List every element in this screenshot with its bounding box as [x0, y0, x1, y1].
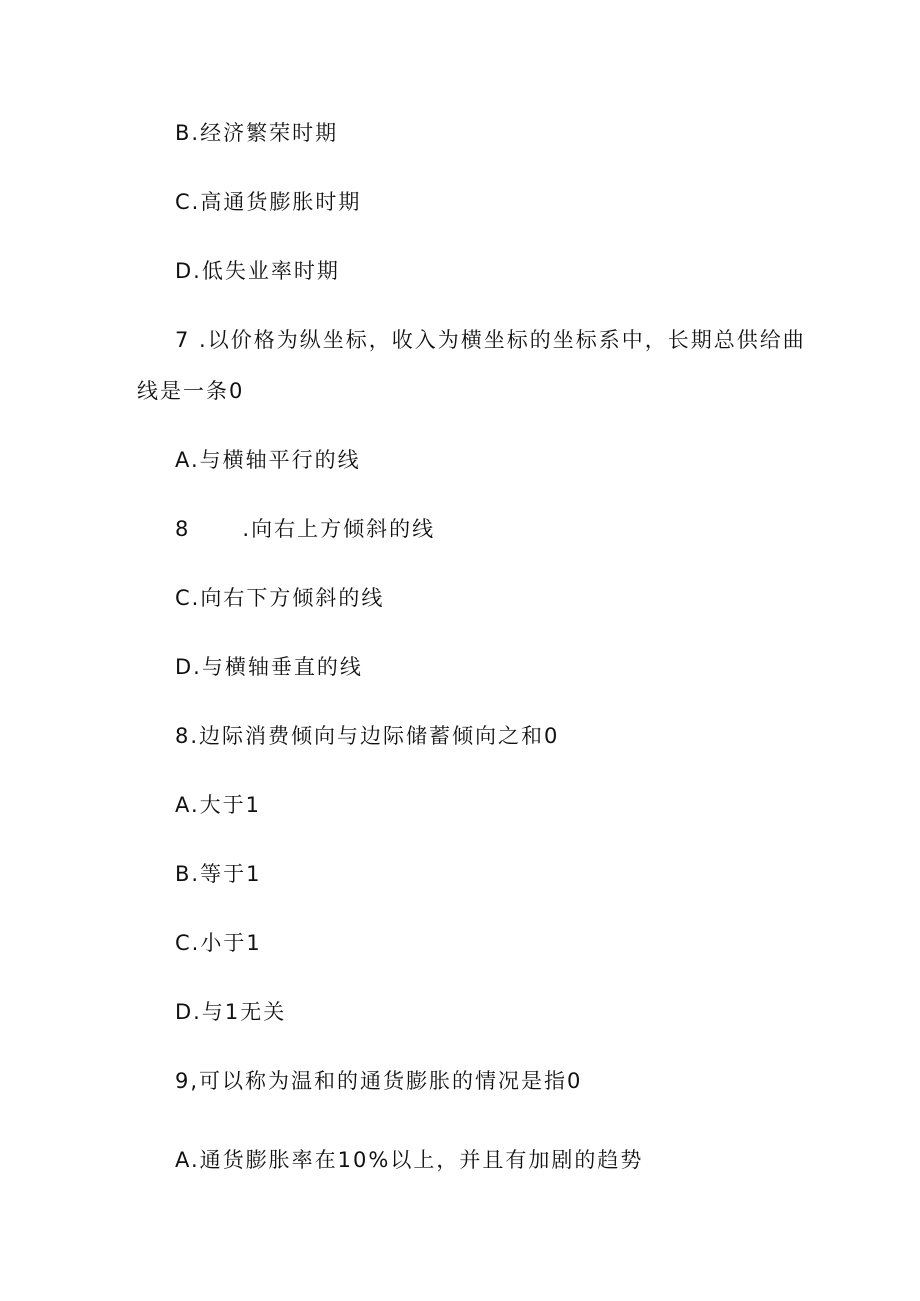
question-7-option-b: 8 .向右上方倾斜的线 — [175, 517, 436, 541]
question-8-option-d: D.与1无关 — [175, 1000, 287, 1024]
question-7-option-a: A.与横轴平行的线 — [175, 448, 361, 472]
option-b-economic-boom: B.经济繁荣时期 — [175, 121, 339, 145]
question-8-text: 8.边际消费倾向与边际储蓄倾向之和0 — [175, 724, 560, 748]
question-9-option-a: A.通货膨胀率在10%以上，并且有加剧的趋势 — [175, 1148, 644, 1172]
question-7-option-c: C.向右下方倾斜的线 — [175, 586, 385, 610]
option-c-high-inflation: C.高通货膨胀时期 — [175, 190, 362, 214]
question-7-text-line-2: 线是一条0 — [137, 379, 245, 403]
question-8-option-a: A.大于1 — [175, 793, 262, 817]
question-8-option-b: B.等于1 — [175, 862, 262, 886]
question-8-option-c: C.小于1 — [175, 931, 262, 955]
option-d-low-unemployment: D.低失业率时期 — [175, 259, 340, 283]
question-7-text-line-1: 7 .以价格为纵坐标，收入为横坐标的坐标系中，长期总供给曲 — [175, 328, 806, 352]
question-9-text: 9,可以称为温和的通货膨胀的情况是指0 — [175, 1069, 583, 1093]
question-7-option-d: D.与横轴垂直的线 — [175, 655, 363, 679]
